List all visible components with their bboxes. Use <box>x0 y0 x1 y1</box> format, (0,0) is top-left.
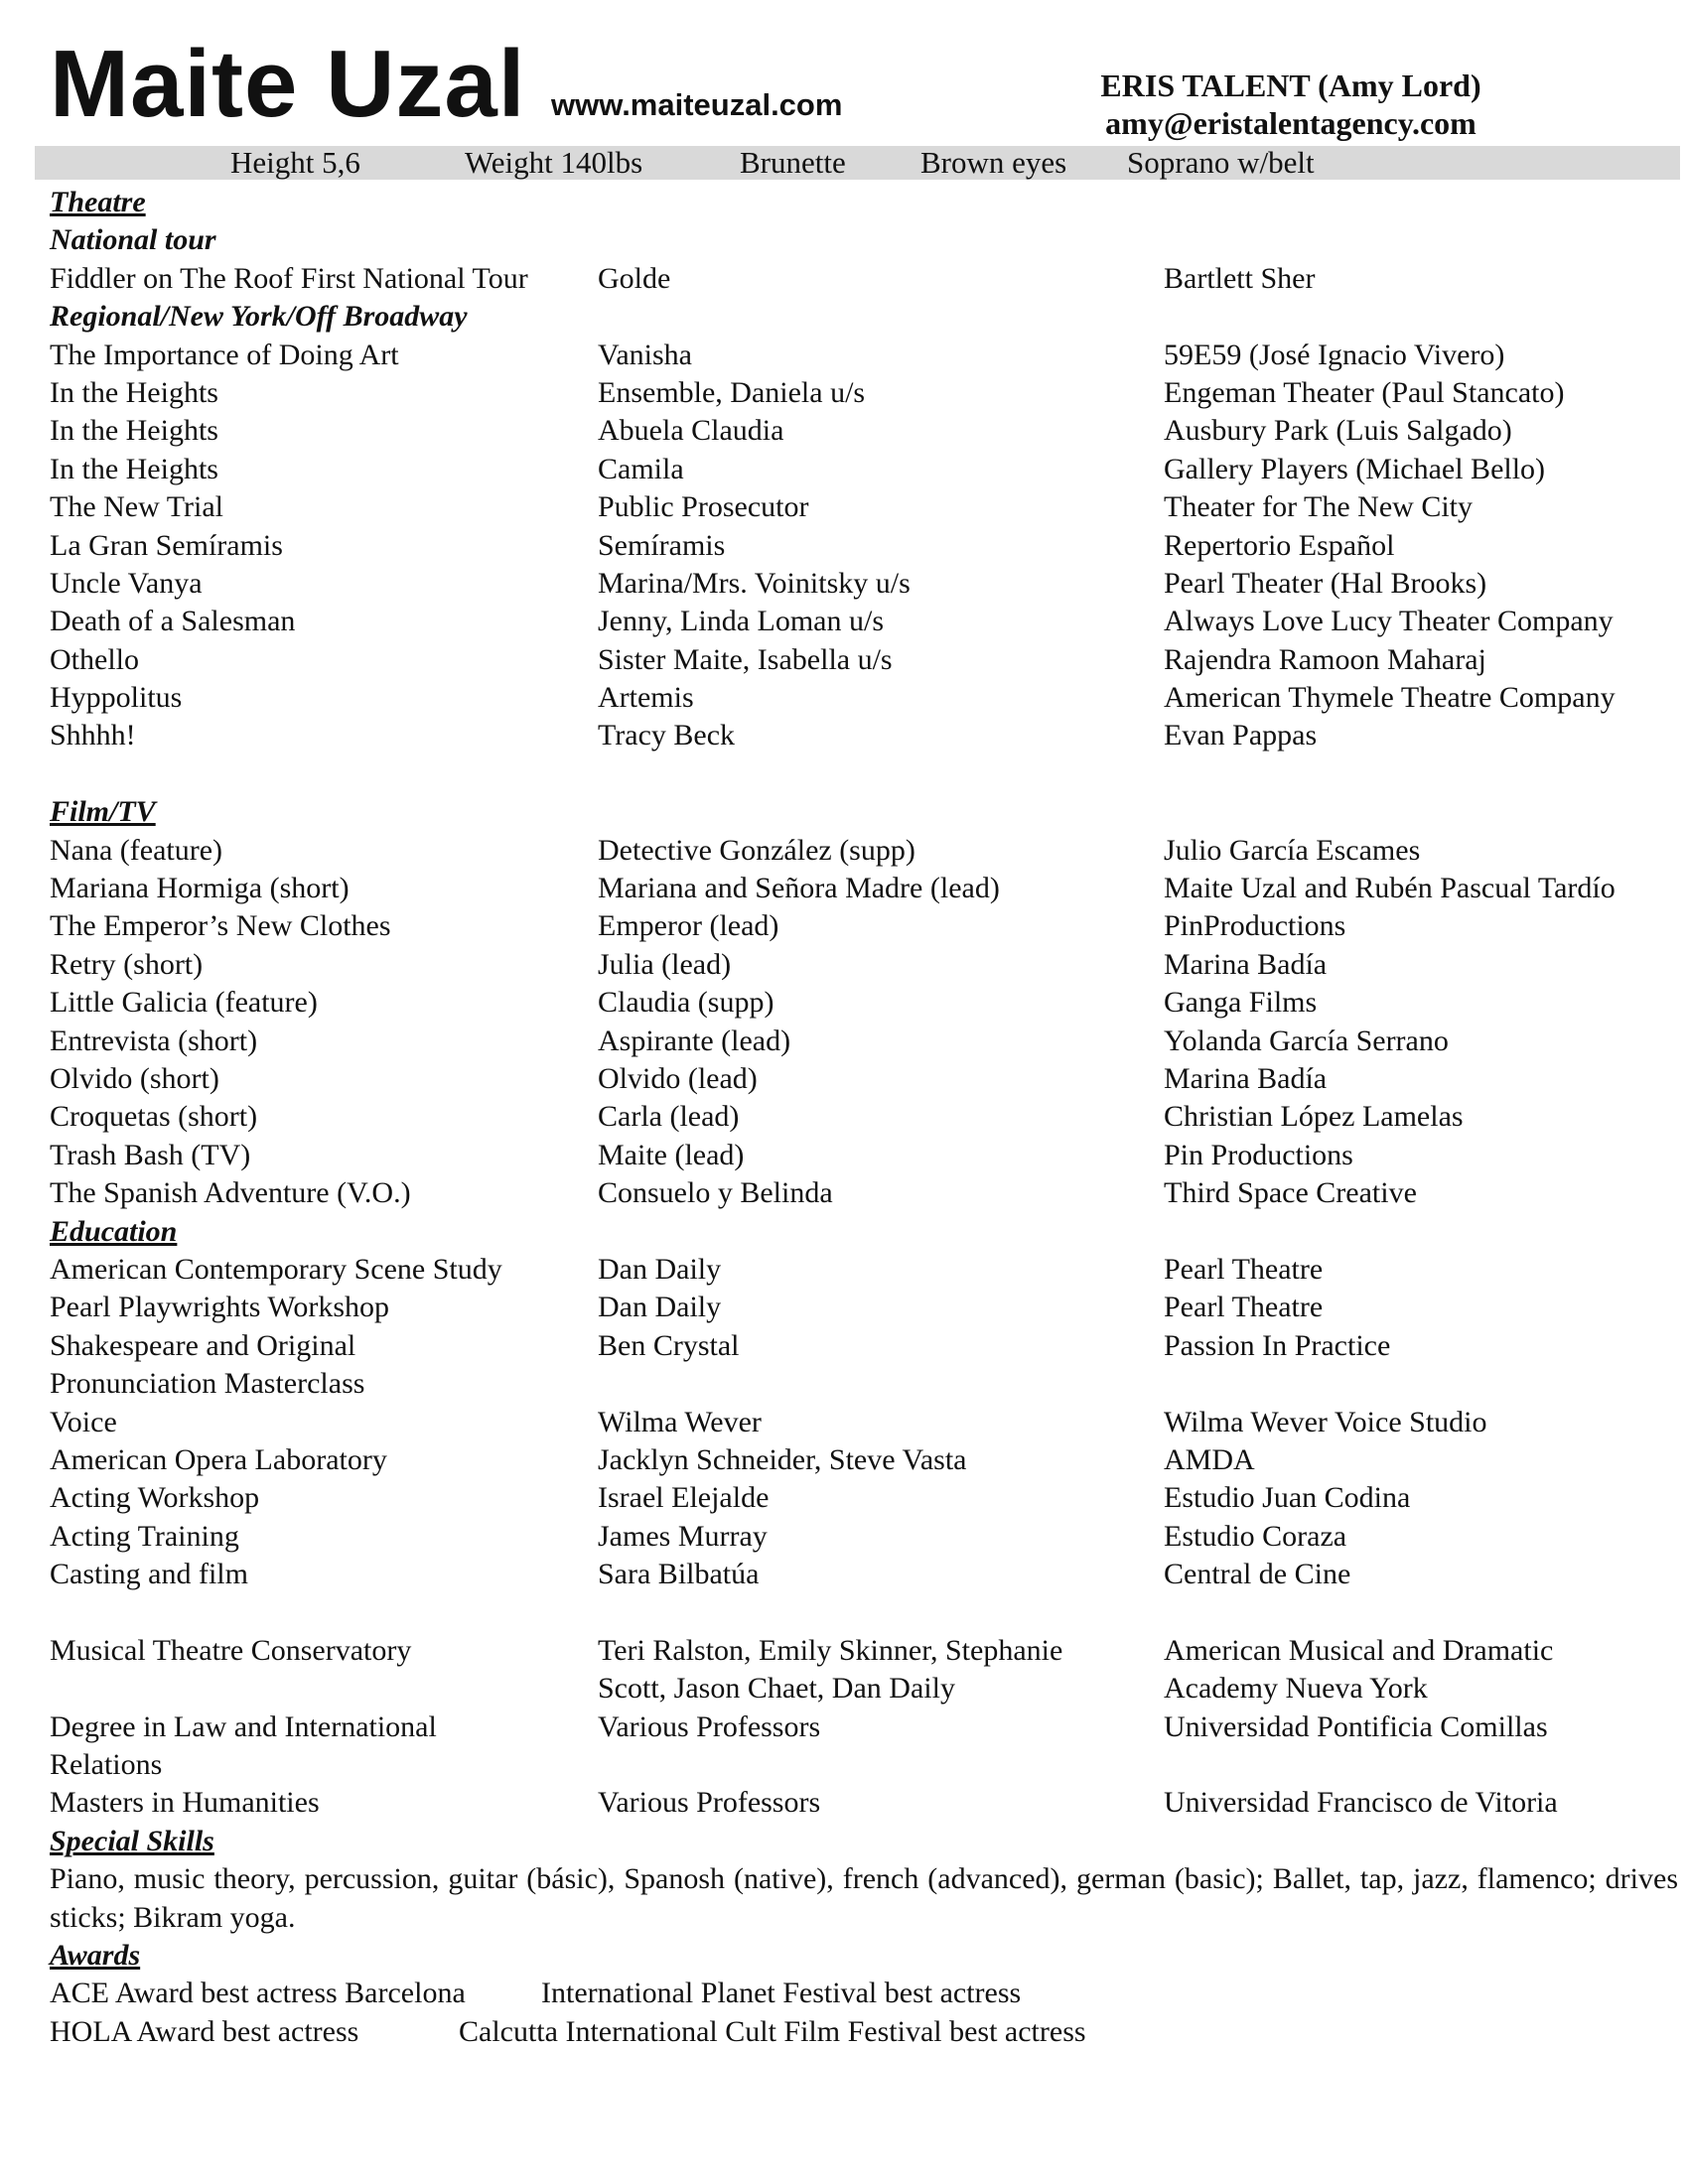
table-row <box>50 870 1678 907</box>
table-row <box>50 717 1678 754</box>
role: Public Prosecutor <box>598 490 809 524</box>
director-company: Maite Uzal and Rubén Pascual Tardío <box>1164 872 1616 905</box>
director-company: Marina Badía <box>1164 1061 1328 1095</box>
national-tour-list <box>50 260 1678 298</box>
table-row <box>50 1098 1678 1136</box>
film-title: Croquetas (short) <box>50 1100 258 1134</box>
section-heading: Film/TV <box>50 795 156 829</box>
table-row <box>50 1404 1678 1441</box>
education-teacher: Israel Elejalde <box>598 1481 770 1515</box>
production-title: Fiddler on The Roof First National Tour <box>50 261 528 295</box>
director-company: Ganga Films <box>1164 986 1318 1020</box>
education-course-cont: Pronunciation Masterclass <box>50 1367 365 1401</box>
table-row <box>50 374 1678 412</box>
production-title: Shhhh! <box>50 719 136 752</box>
education-list-b <box>50 1404 1678 1594</box>
education-course: American Contemporary Scene Study <box>50 1252 502 1286</box>
table-row <box>50 832 1678 870</box>
film-title: Entrevista (short) <box>50 1024 258 1057</box>
table-row <box>50 946 1678 984</box>
film-title: The Spanish Adventure (V.O.) <box>50 1176 411 1210</box>
education-teacher: Teri Ralston, Emily Skinner, Stephanie <box>598 1633 1063 1667</box>
table-row <box>50 907 1678 945</box>
director-company: Pin Productions <box>1164 1138 1353 1171</box>
role: Camila <box>598 452 684 485</box>
director-company: PinProductions <box>1164 909 1346 943</box>
education-teacher: Dan Daily <box>598 1291 722 1324</box>
production-title: Death of a Salesman <box>50 605 296 638</box>
stat-eyes: Brown eyes <box>920 145 1067 180</box>
education-course-cont: Relations <box>50 1748 163 1782</box>
table-row <box>50 679 1678 717</box>
production-title: In the Heights <box>50 375 218 409</box>
director-venue: Engeman Theater (Paul Stancato) <box>1164 375 1565 409</box>
education-school: American Musical and Dramatic <box>1164 1633 1554 1667</box>
director-venue: Rajendra Ramoon Maharaj <box>1164 642 1486 676</box>
education-teacher: Various Professors <box>598 1709 821 1743</box>
director-venue: Repertorio Español <box>1164 528 1395 562</box>
role: Mariana and Señora Madre (lead) <box>598 872 1000 905</box>
table-row <box>50 1060 1678 1098</box>
role: Jenny, Linda Loman u/s <box>598 605 885 638</box>
director-venue: 59E59 (José Ignacio Vivero) <box>1164 338 1505 371</box>
table-row <box>50 1327 1678 1404</box>
table-row <box>50 1708 1678 1785</box>
spacer <box>50 755 1678 793</box>
table-row <box>50 488 1678 526</box>
education-course: Masters in Humanities <box>50 1786 320 1820</box>
table-row <box>50 565 1678 603</box>
education-course: Casting and film <box>50 1558 248 1591</box>
director-company: Christian López Lamelas <box>1164 1100 1464 1134</box>
education-school: Universidad Pontificia Comillas <box>1164 1709 1548 1743</box>
education-course: Acting Workshop <box>50 1481 260 1515</box>
table-row <box>50 1784 1678 1822</box>
subheading-regional <box>50 298 1678 336</box>
film-title: The Emperor’s New Clothes <box>50 909 391 943</box>
subheading: National tour <box>50 223 216 257</box>
table-row <box>50 527 1678 565</box>
section-heading: Theatre <box>50 186 146 218</box>
education-course: Pearl Playwrights Workshop <box>50 1291 390 1324</box>
section-heading-theatre <box>50 184 1678 221</box>
subheading: Regional/New York/Off Broadway <box>50 300 468 334</box>
director-venue: Pearl Theater (Hal Brooks) <box>1164 566 1487 600</box>
education-course: Degree in Law and International <box>50 1709 437 1743</box>
director-venue: Gallery Players (Michael Bello) <box>1164 452 1546 485</box>
table-row <box>50 1556 1678 1593</box>
stat-hair: Brunette <box>740 145 846 180</box>
award-item: Calcutta International Cult Film Festival best actress <box>459 2014 1086 2048</box>
role: Golde <box>598 261 671 295</box>
role: Aspirante (lead) <box>598 1024 791 1057</box>
education-school: Wilma Wever Voice Studio <box>1164 1405 1487 1438</box>
role: Consuelo y Belinda <box>598 1176 833 1210</box>
production-title: Hyppolitus <box>50 681 183 715</box>
production-title: In the Heights <box>50 452 218 485</box>
director-company: Third Space Creative <box>1164 1176 1417 1210</box>
role: Claudia (supp) <box>598 986 774 1020</box>
role: Carla (lead) <box>598 1100 740 1134</box>
award-item: International Planet Festival best actress <box>541 1977 1022 2010</box>
education-teacher: Sara Bilbatúa <box>598 1558 760 1591</box>
film-title: Trash Bash (TV) <box>50 1138 251 1171</box>
education-teacher: Dan Daily <box>598 1252 722 1286</box>
stat-voice: Soprano w/belt <box>1127 145 1315 180</box>
table-row <box>50 1251 1678 1289</box>
director-venue: Ausbury Park (Luis Salgado) <box>1164 414 1512 448</box>
table-row <box>50 1632 1678 1708</box>
section-heading: Awards <box>50 1939 141 1973</box>
website-link[interactable]: www.maiteuzal.com <box>551 87 843 122</box>
table-row <box>50 1441 1678 1479</box>
director-company: Marina Badía <box>1164 947 1328 981</box>
education-list-a <box>50 1251 1678 1327</box>
education-school: Pearl Theatre <box>1164 1252 1324 1286</box>
education-teacher: Ben Crystal <box>598 1328 740 1362</box>
role: Artemis <box>598 681 694 715</box>
table-row <box>50 1023 1678 1060</box>
role: Olvido (lead) <box>598 1061 758 1095</box>
film-list <box>50 832 1678 1213</box>
award-row <box>50 2013 1678 2051</box>
subheading-national-tour <box>50 221 1678 259</box>
section-heading-skills <box>50 1823 1678 1860</box>
film-title: Retry (short) <box>50 947 204 981</box>
section-heading-film <box>50 793 1678 831</box>
role: Julia (lead) <box>598 947 732 981</box>
agency-name: ERIS TALENT (Amy Lord) <box>1100 68 1481 103</box>
director-venue: Evan Pappas <box>1164 719 1318 752</box>
education-teacher: James Murray <box>598 1519 768 1553</box>
education-teacher: Jacklyn Schneider, Steve Vasta <box>598 1442 967 1476</box>
film-title: Little Galicia (feature) <box>50 986 318 1020</box>
education-school: Universidad Francisco de Vitoria <box>1164 1786 1558 1820</box>
education-school: Passion In Practice <box>1164 1328 1391 1362</box>
spacer <box>50 1593 1678 1631</box>
role: Tracy Beck <box>598 719 736 752</box>
table-row <box>50 641 1678 679</box>
role: Maite (lead) <box>598 1138 745 1171</box>
education-school: Estudio Juan Codina <box>1164 1481 1411 1515</box>
section-heading-awards <box>50 1937 1678 1975</box>
education-teacher: Wilma Wever <box>598 1405 762 1438</box>
stat-weight: Weight 140lbs <box>465 145 643 180</box>
film-title: Mariana Hormiga (short) <box>50 872 350 905</box>
table-row <box>50 337 1678 374</box>
production-title: Uncle Vanya <box>50 566 203 600</box>
education-school: Estudio Coraza <box>1164 1519 1347 1553</box>
role: Detective González (supp) <box>598 833 915 867</box>
award-row <box>50 1975 1678 2012</box>
education-school: AMDA <box>1164 1442 1255 1476</box>
regional-list <box>50 337 1678 755</box>
education-course: Voice <box>50 1405 117 1438</box>
education-course: Shakespeare and Original <box>50 1328 356 1362</box>
table-row <box>50 1174 1678 1212</box>
director-venue: American Thymele Theatre Company <box>1164 681 1616 715</box>
table-row <box>50 412 1678 450</box>
role: Abuela Claudia <box>598 414 784 448</box>
table-row <box>50 984 1678 1022</box>
award-item: HOLA Award best actress <box>50 2014 359 2048</box>
production-title: The Importance of Doing Art <box>50 338 399 371</box>
director-company: Julio García Escames <box>1164 833 1421 867</box>
table-row <box>50 260 1678 298</box>
education-teacher: Various Professors <box>598 1786 821 1820</box>
film-title: Nana (feature) <box>50 833 223 867</box>
director-company: Yolanda García Serrano <box>1164 1024 1449 1057</box>
role: Vanisha <box>598 338 692 371</box>
actor-name: Maite Uzal <box>50 31 526 137</box>
table-row <box>50 1479 1678 1517</box>
role: Marina/Mrs. Voinitsky u/s <box>598 566 911 600</box>
production-title: Othello <box>50 642 139 676</box>
education-school-cont: Academy Nueva York <box>1164 1672 1428 1706</box>
table-row <box>50 451 1678 488</box>
table-row <box>50 603 1678 640</box>
education-course: Musical Theatre Conservatory <box>50 1633 412 1667</box>
director-venue: Theater for The New City <box>1164 490 1474 524</box>
film-title: Olvido (short) <box>50 1061 219 1095</box>
director-venue: Bartlett Sher <box>1164 261 1316 295</box>
education-teacher-cont: Scott, Jason Chaet, Dan Daily <box>598 1672 955 1706</box>
education-school: Central de Cine <box>1164 1558 1351 1591</box>
education-course: American Opera Laboratory <box>50 1442 387 1476</box>
agency-email[interactable]: amy@eristalentagency.com <box>1105 105 1477 141</box>
production-title: In the Heights <box>50 414 218 448</box>
skills-text: Piano, music theory, percussion, guitar (básic), Spanosh (native), french (advanced), german (basic); Ballet, tap, jazz, flamenco; drives sticks; Bikram yoga. <box>50 1862 1678 1934</box>
table-row <box>50 1289 1678 1326</box>
education-school: Pearl Theatre <box>1164 1291 1324 1324</box>
role: Sister Maite, Isabella u/s <box>598 642 893 676</box>
table-row <box>50 1137 1678 1174</box>
stat-height: Height 5,6 <box>230 145 360 180</box>
role: Ensemble, Daniela u/s <box>598 375 866 409</box>
role: Emperor (lead) <box>598 909 779 943</box>
section-heading-education <box>50 1213 1678 1251</box>
award-item: ACE Award best actress Barcelona <box>50 1977 466 2010</box>
production-title: La Gran Semíramis <box>50 528 283 562</box>
director-venue: Always Love Lucy Theater Company <box>1164 605 1614 638</box>
production-title: The New Trial <box>50 490 223 524</box>
role: Semíramis <box>598 528 726 562</box>
resume-body <box>50 184 1678 2051</box>
table-row <box>50 1518 1678 1556</box>
section-heading: Special Skills <box>50 1824 214 1857</box>
section-heading: Education <box>50 1214 178 1248</box>
education-course: Acting Training <box>50 1519 239 1553</box>
